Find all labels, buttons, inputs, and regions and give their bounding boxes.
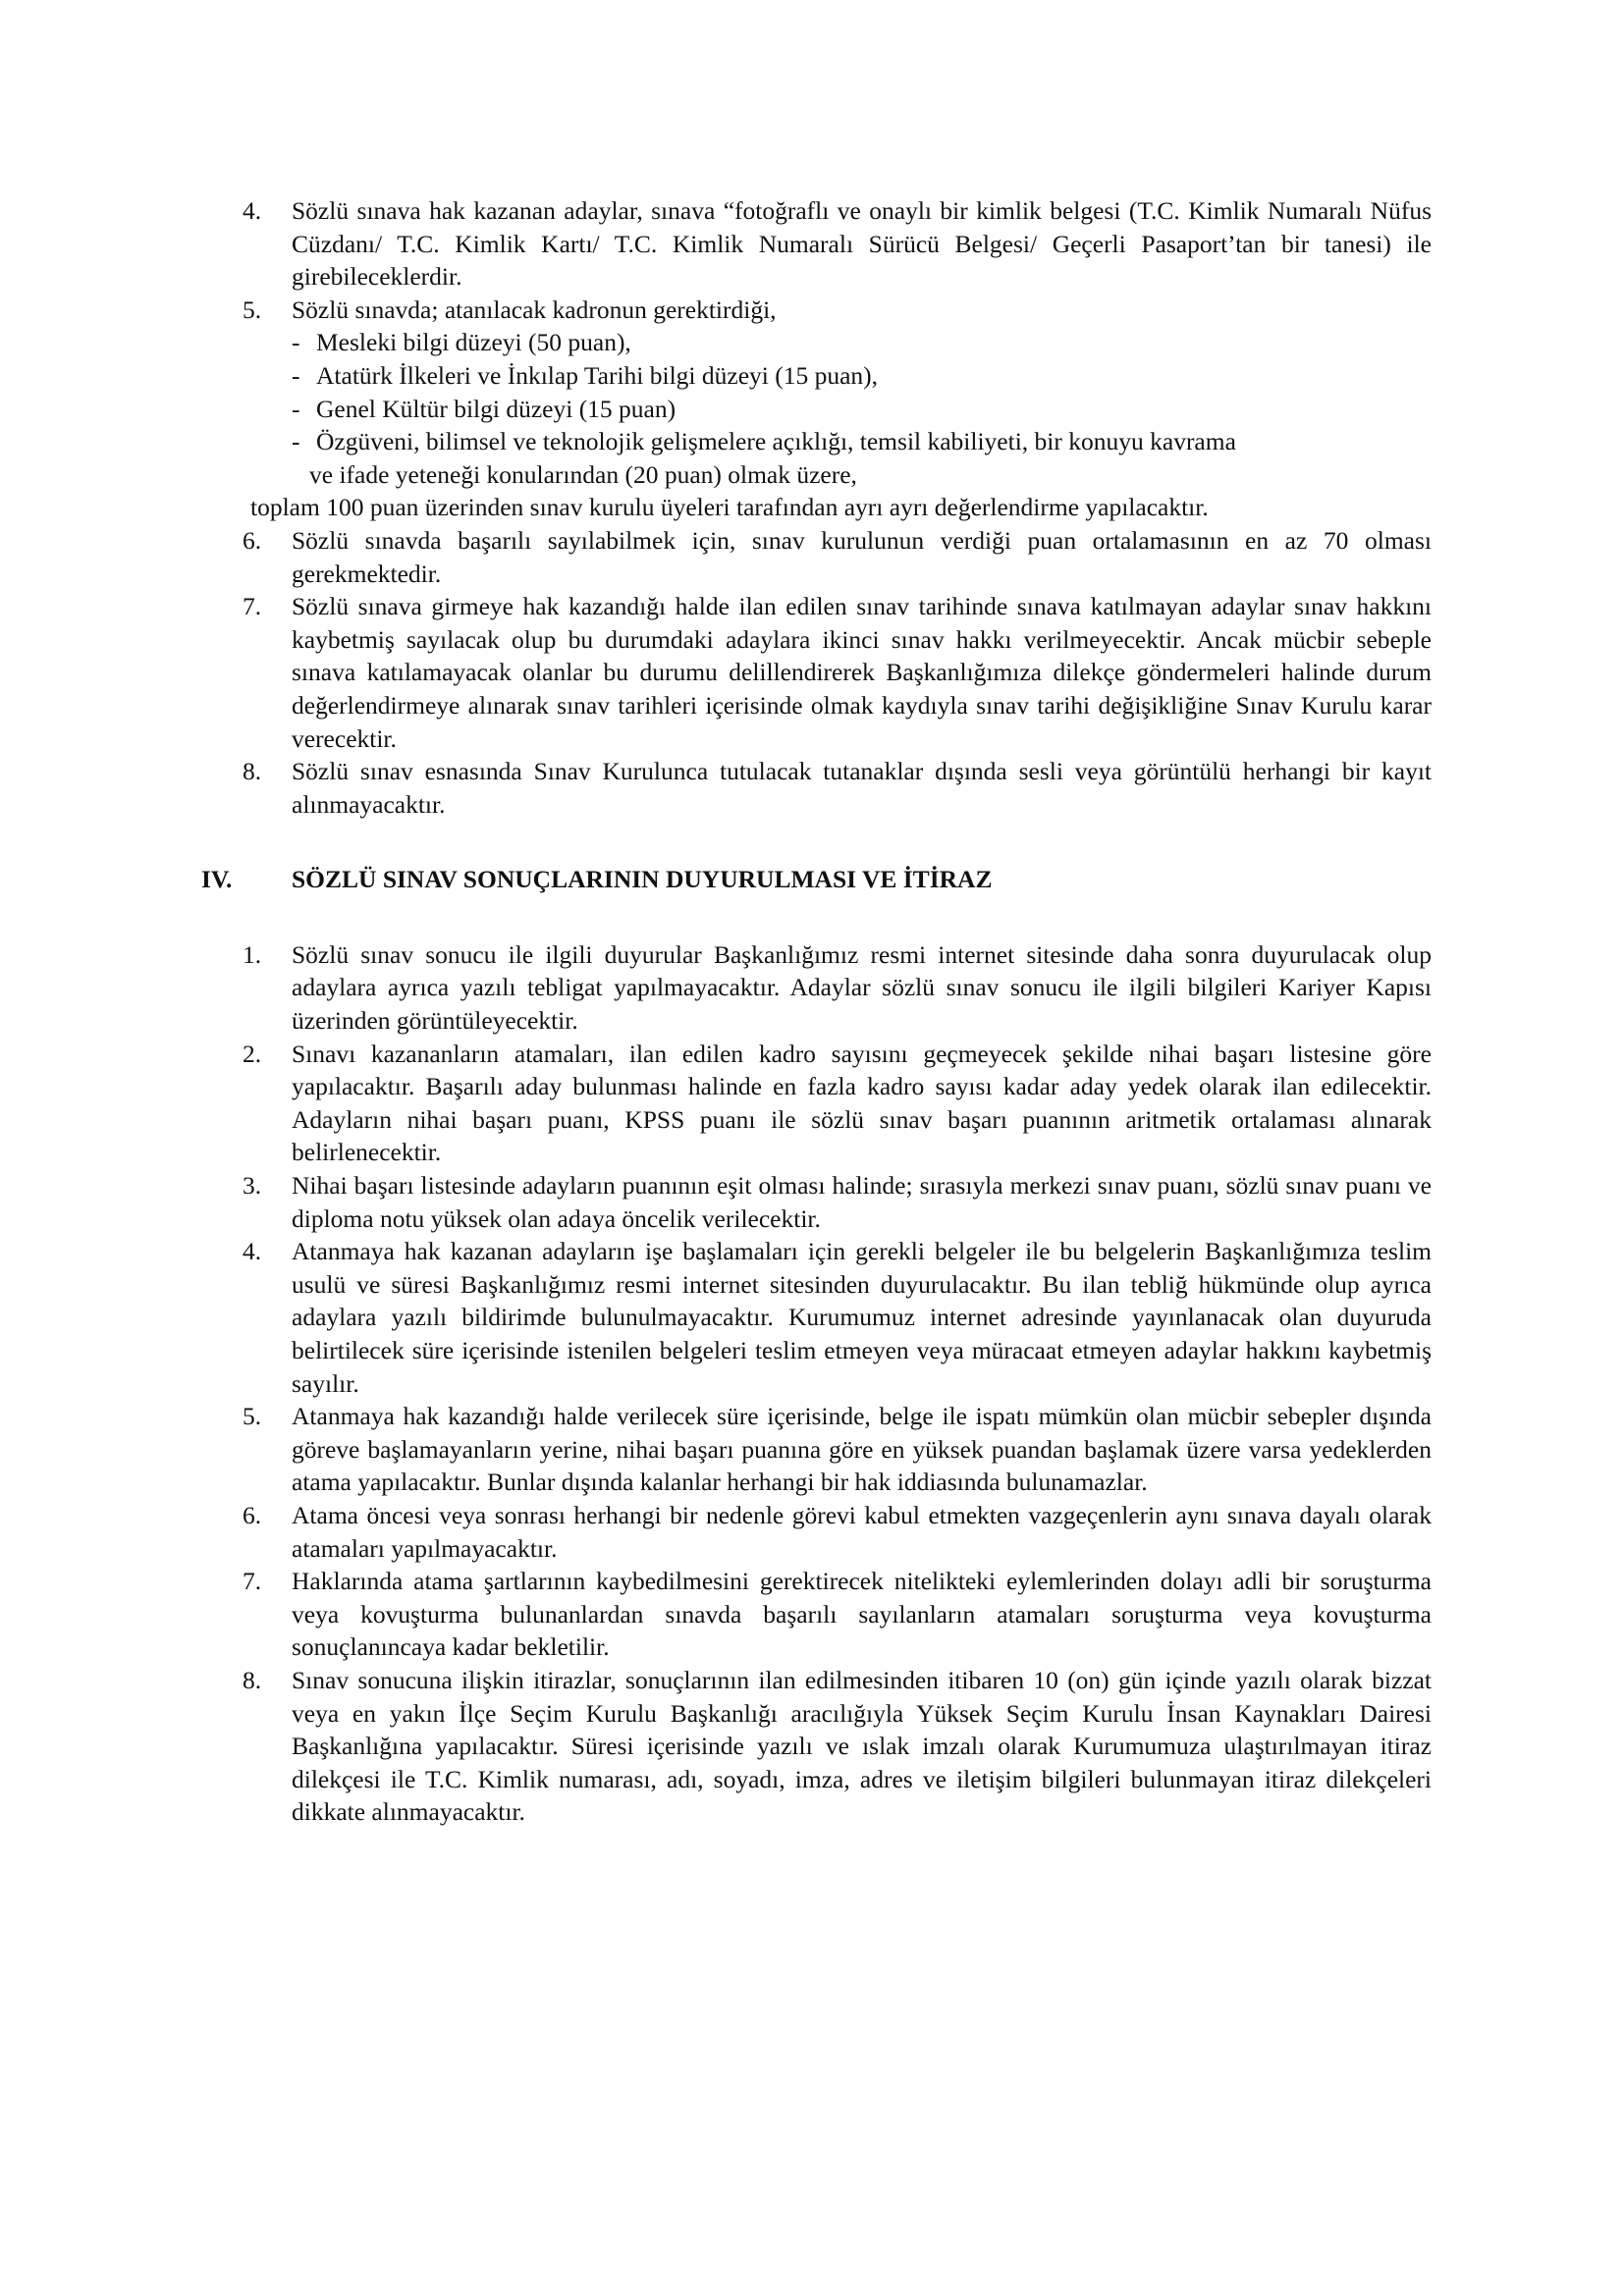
list-item [243,1038,1432,1169]
list-item [243,590,1432,755]
item-text: Sözlü sınava girmeye hak kazandığı halde ilan edilen sınav tarihinde sınava katılmayan adaylar sınav hakkını kaybetmiş sayılacak olup bu durumdaki adaylara ikinci sınav hakkı verilmeyecektir. Ancak mücbir sebeple sınava katılamayacak olanlar bu durumu delillendirerek Başkanlığımıza dilekçe göndermeleri halinde durum değerlendirmeye alınarak sınav tarihleri içerisinde olmak kaydıyla sınav tarihi değişikliğine Sınav Kurulu karar verecektir. [292,592,1432,753]
item-text: Atanmaya hak kazandığı halde verilecek süre içerisinde, belge ile ispatı mümkün olan mücbir sebepler dışında göreve başlamayanların yerine, nihai başarı puanına göre en yüksek puandan başlamak üzere varsa yedeklerden atama yapılacaktır. Bunlar dışında kalanlar herhangi bir hak iddiasında bulunamazlar. [292,1402,1432,1497]
item-number: 6. [243,1500,262,1529]
dash-bullet: - [292,360,300,390]
sub-item [292,326,1432,359]
item-text: Sözlü sınavda başarılı sayılabilmek için, sınav kurulunun verdiği puan ortalamasının en az 70 olması gerekmektedir. [292,525,1432,588]
item-number: 5. [243,294,262,324]
sub-item-text: Atatürk İlkeleri ve İnkılap Tarihi bilgi düzeyi (15 puan), [316,360,879,390]
item-text: Sınavı kazananların atamaları, ilan edilen kadro sayısını geçmeyecek şekilde nihai başarı listesine göre yapılacaktır. Başarılı aday bulunması halinde en fazla kadro sayısı kadar aday yedek olarak ilan edilecektir. Adayların nihai başarı puanı, KPSS puanı ile sözlü sınav başarı puanının aritmetik ortalaması alınarak belirlenecektir. [292,1039,1432,1167]
dash-bullet: - [292,427,300,456]
item-number: 8. [243,1665,262,1694]
section-title: SÖZLÜ SINAV SONUÇLARININ DUYURULMASI VE İTİRAZ [292,865,993,894]
sub-item-continuation [292,458,1432,492]
section-heading [201,863,1432,896]
item-number: 7. [243,1567,262,1596]
sub-item-text: Özgüveni, bilimsel ve teknolojik gelişmelere açıklığı, temsil kabiliyeti, bir konuyu kavrama [316,427,1236,456]
item-number: 3. [243,1171,262,1201]
list-item [243,524,1432,590]
dash-bullet: - [292,328,300,357]
item-number: 4. [243,1237,262,1266]
list-item [243,1400,1432,1499]
item-text: Sözlü sınavda; atanılacak kadronun gerektirdiği, [292,294,777,324]
item-number: 8. [243,757,262,786]
list-item [243,194,1432,294]
item-text: Atanmaya hak kazanan adayların işe başlamaları için gerekli belgeler ile bu belgelerin Başkanlığımıza teslim usulü ve süresi Başkanlığımız resmi internet sitesinden duyurulacaktır. Bu ilan tebliğ hükmünde olup ayrıca adaylara yazılı bildirimde bulunulmayacaktır. Kurumumuz internet adresinde yayınlanacak olan duyuruda belirtilecek süre içerisinde istenilen belgeleri teslim etmeyen veya müracaat etmeyen adaylar hakkını kaybetmiş sayılır. [292,1237,1432,1398]
sub-item [292,393,1432,426]
list-item [243,1565,1432,1664]
item-text: Sınav sonucuna ilişkin itirazlar, sonuçlarının ilan edilmesinden itibaren 10 (on) gün içinde yazılı olarak bizzat veya en yakın İlçe Seçim Kurulu Başkanlığı aracılığıyla Yüksek Seçim Kurulu İnsan Kaynakları Dairesi Başkanlığına yapılacaktır. Süresi içerisinde yazılı ve ıslak imzalı olarak Kurumumuza ulaştırılmayan itiraz dilekçesi ile T.C. Kimlik numarası, adı, soyadı, imza, adres ve iletişim bilgileri bulunmayan itiraz dilekçeleri dikkate alınmayacaktır. [292,1665,1432,1827]
item-text: Haklarında atama şartlarının kaybedilmesini gerektirecek nitelikteki eylemlerinden dolayı adli bir soruşturma veya kovuşturma bulunanlardan sınavda başarılı sayılanların atamaları soruşturma veya kovuşturma sonuçlanıncaya kadar bekletilir. [292,1567,1432,1662]
list-item [243,1169,1432,1235]
sub-list [243,326,1432,491]
list-item [243,755,1432,821]
sub-item [292,425,1432,458]
item-number: 6. [243,525,262,555]
list-item [243,1499,1432,1565]
section-number: IV. [201,865,233,894]
dash-bullet: - [292,394,300,423]
item-text: Sözlü sınav sonucu ile ilgili duyurular Başkanlığımız resmi internet sitesinde daha sonra duyurulacak olup adaylara ayrıca yazılı tebligat yapılmayacaktır. Adaylar sözlü sınav sonucu ile ilgili bilgileri Kariyer Kapısı üzerinden görüntüleyecektir. [292,939,1432,1036]
list-item [243,1664,1432,1829]
item-text: Atama öncesi veya sonrası herhangi bir nedenle görevi kabul etmekten vazgeçenlerin aynı sınava dayalı olarak atamaları yapılmayacaktır. [292,1500,1432,1563]
scoring-summary: toplam 100 puan üzerinden sınav kurulu üyeleri tarafından ayrı ayrı değerlendirme yapılacaktır. [250,493,1209,522]
item-text: Nihai başarı listesinde adayların puanının eşit olması halinde; sırasıyla merkezi sınav puanı, sözlü sınav puanı ve diploma notu yüksek olan adaya öncelik verilecektir. [292,1171,1432,1233]
sub-item-text: Genel Kültür bilgi düzeyi (15 puan) [316,394,677,423]
sub-item-text: ve ifade yeteneği konularından (20 puan) olmak üzere, [309,459,857,489]
list-item [243,294,1432,327]
sub-item-text: Mesleki bilgi düzeyi (50 puan), [316,328,631,357]
item-number: 4. [243,196,262,225]
item-number: 5. [243,1402,262,1431]
document-body [201,194,1432,1829]
item-number: 2. [243,1039,262,1068]
sub-item [292,359,1432,393]
list-item [243,938,1432,1038]
item-text: Sözlü sınava hak kazanan adaylar, sınava “fotoğraflı ve onaylı bir kimlik belgesi (T.C. Kimlik Numaralı Nüfus Cüzdanı/ T.C. Kimlik Kartı/ T.C. Kimlik Numaralı Sürücü Belgesi/ Geçerli Pasaport’tan bir tanesi) ile girebileceklerdir. [292,196,1432,292]
item-number: 7. [243,592,262,621]
item-number: 1. [243,939,262,969]
item-text: Sözlü sınav esnasında Sınav Kurulunca tutulacak tutanaklar dışında sesli veya görüntülü herhangi bir kayıt alınmayacaktır. [292,757,1432,819]
list-item [243,1235,1432,1400]
